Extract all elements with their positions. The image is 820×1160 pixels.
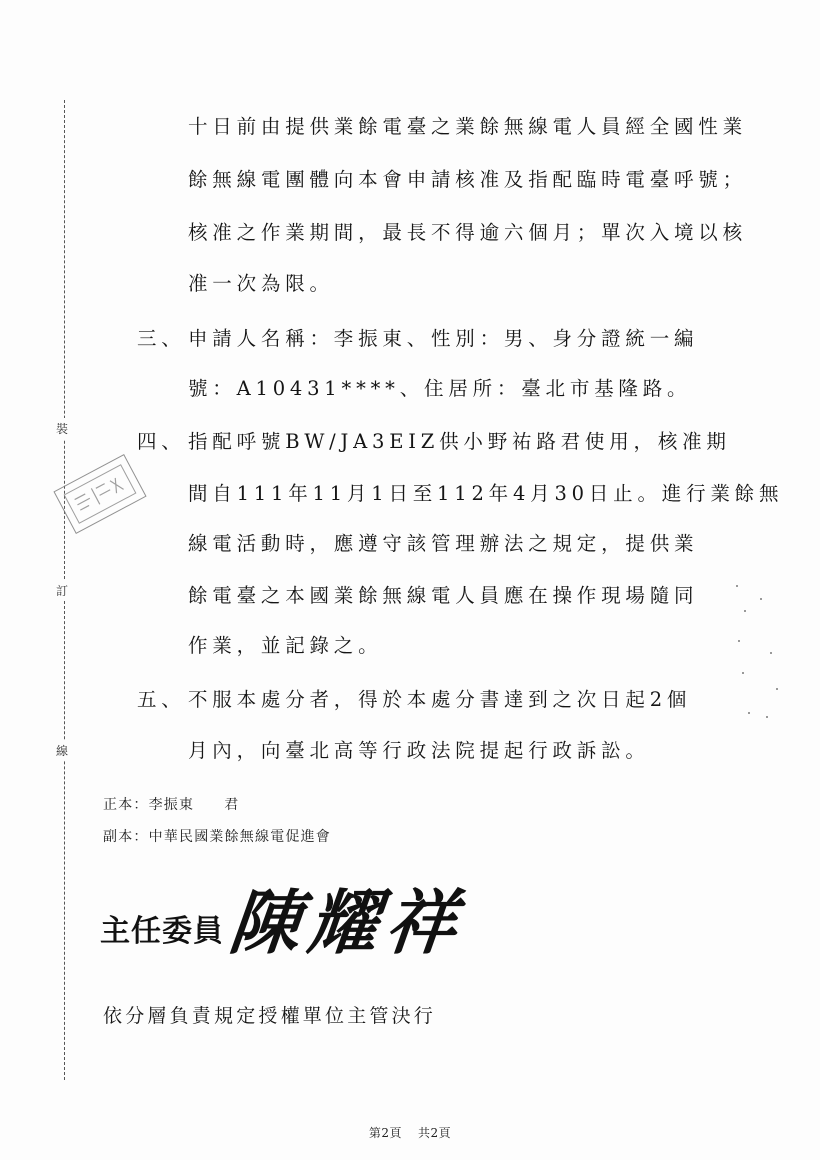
scan-speckle bbox=[776, 688, 778, 690]
scan-speckle bbox=[738, 640, 740, 642]
item-3-line-1: 申請人名稱：李振東、性別：男、身分證統一編 bbox=[188, 327, 699, 350]
item-4-line-3: 線電活動時，應遵守該管理辦法之規定，提供業 bbox=[188, 532, 699, 555]
item-4-line-5: 作業，並記錄之。 bbox=[188, 634, 383, 657]
page-total: 共2頁 bbox=[418, 1126, 452, 1140]
original-recipient-suffix: 君 bbox=[224, 797, 240, 813]
scan-speckle bbox=[770, 652, 772, 654]
item-5-number: 五、 bbox=[137, 688, 186, 711]
signature-name: 陳耀祥 bbox=[225, 882, 469, 964]
scan-speckle bbox=[736, 585, 738, 587]
original-recipient-label: 正本： bbox=[103, 797, 149, 813]
binding-mark-zhuang: 裝 bbox=[56, 418, 68, 439]
item-3-line-2: 號：A10431****、住居所：臺北市基隆路。 bbox=[188, 377, 692, 400]
item-3-number: 三、 bbox=[137, 327, 186, 350]
scan-speckle bbox=[742, 672, 744, 674]
copy-recipient-label: 副本： bbox=[103, 829, 149, 845]
signature-block bbox=[100, 882, 469, 964]
continuation-line-3: 核准之作業期間，最長不得逾六個月；單次入境以核 bbox=[188, 221, 747, 244]
copy-recipient-name: 中華民國業餘無線電促進會 bbox=[148, 829, 332, 845]
signature-title: 主任委員 bbox=[100, 914, 224, 949]
scan-speckle bbox=[748, 712, 750, 714]
official-stamp bbox=[53, 454, 146, 534]
stamp-icon bbox=[60, 461, 140, 527]
binding-mark-xian: 線 bbox=[56, 740, 68, 761]
continuation-line-1: 十日前由提供業餘電臺之業餘無線電人員經全國性業 bbox=[188, 115, 747, 138]
item-4-line-1: 指配呼號BW/JA3EIZ供小野祐路君使用，核准期 bbox=[188, 430, 731, 453]
item-4-line-4: 餘電臺之本國業餘無線電人員應在操作現場隨同 bbox=[188, 584, 699, 607]
page-footer bbox=[0, 1124, 820, 1141]
item-4-number: 四、 bbox=[137, 430, 186, 453]
original-recipient-name: 李振東 bbox=[148, 797, 195, 813]
continuation-line-2: 餘無線電團體向本會申請核准及指配臨時電臺呼號； bbox=[188, 168, 747, 191]
scan-speckle bbox=[760, 598, 762, 600]
scan-speckle bbox=[744, 610, 746, 612]
original-recipient bbox=[103, 794, 239, 814]
item-4-line-2: 間自111年11月1日至112年4月30日止。進行業餘無 bbox=[188, 482, 784, 505]
item-5-line-1: 不服本處分者，得於本處分書達到之次日起2個 bbox=[188, 688, 692, 711]
page-number: 第2頁 bbox=[368, 1126, 402, 1140]
item-5-line-2: 月內，向臺北高等行政法院提起行政訴訟。 bbox=[188, 739, 650, 762]
scan-speckle bbox=[766, 716, 768, 718]
delegation-statement: 依分層負責規定授權單位主管決行 bbox=[103, 1005, 437, 1027]
binding-mark-ding: 訂 bbox=[56, 580, 68, 601]
continuation-line-4: 准一次為限。 bbox=[188, 272, 334, 295]
copy-recipient bbox=[103, 826, 331, 846]
